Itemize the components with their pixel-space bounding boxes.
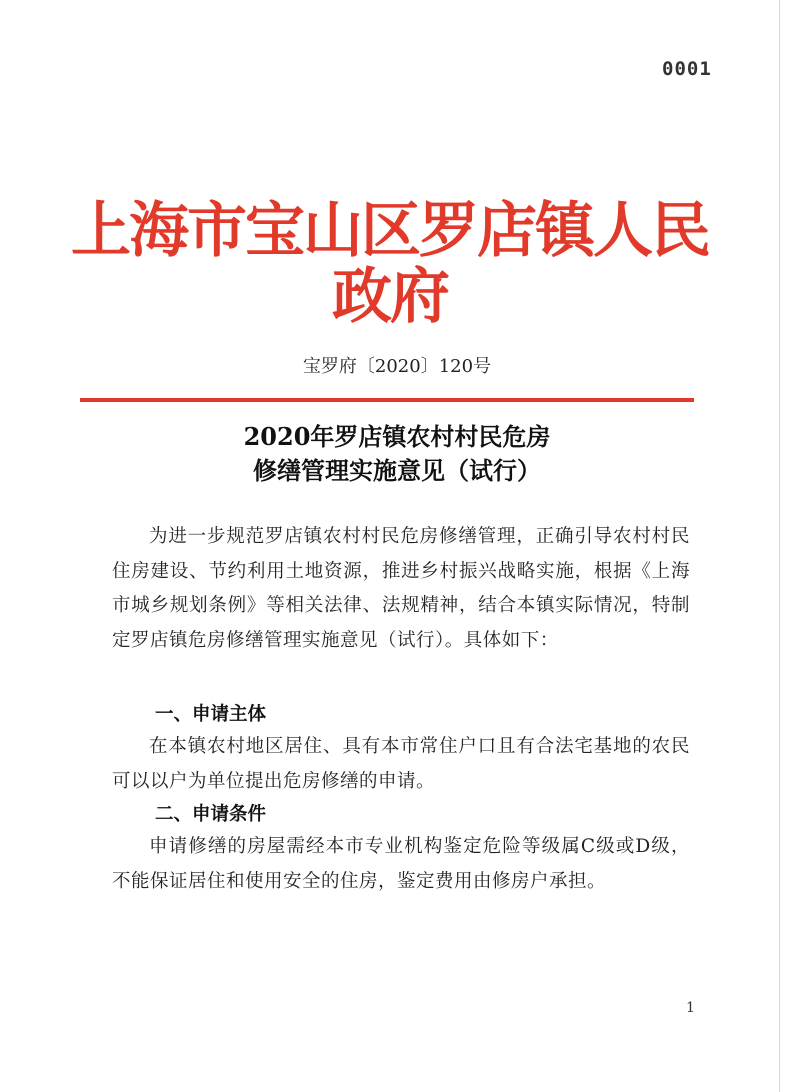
issuer-masthead: 上海市宝山区罗店镇人民政府 (71, 196, 709, 332)
document-number: 宝罗府〔2020〕120号 (302, 356, 492, 377)
intro-paragraph: 为进一步规范罗店镇农村村民危房修缮管理，正确引导农村村民住房建设、节约利用土地资源，推进乡村振兴战略实施，根据《上海市城乡规划条例》等相关法律、法规精神，结合本镇实际情况，特制定罗店镇危房修缮管理实施意见（试行）。具体如下： (112, 526, 690, 651)
document-title-line-2: 修缮管理实施意见（试行） (253, 456, 541, 485)
section-heading-2: 二、申请条件 (155, 804, 267, 825)
document-title (0, 420, 794, 488)
section-2-body (112, 830, 690, 899)
intro-paragraph-block (112, 520, 690, 658)
section-2-paragraph: 申请修缮的房屋需经本市专业机构鉴定危险等级属C级或D级，不能保证居住和使用安全的住房，鉴定费用由修房户承担。 (112, 836, 690, 892)
archive-number: 0001 (662, 58, 712, 80)
document-title-line-1: 2020年罗店镇农村村民危房 (243, 422, 551, 451)
section-heading-1: 一、申请主体 (155, 704, 267, 725)
section-1-paragraph: 在本镇农村地区居住、具有本市常住户口且有合法宅基地的农民可以以户为单位提出危房修缮的申请。 (112, 736, 690, 792)
red-divider (80, 398, 694, 402)
page-number: 1 (686, 1000, 695, 1016)
section-1-body (112, 730, 690, 799)
page-edge (779, 0, 780, 1092)
